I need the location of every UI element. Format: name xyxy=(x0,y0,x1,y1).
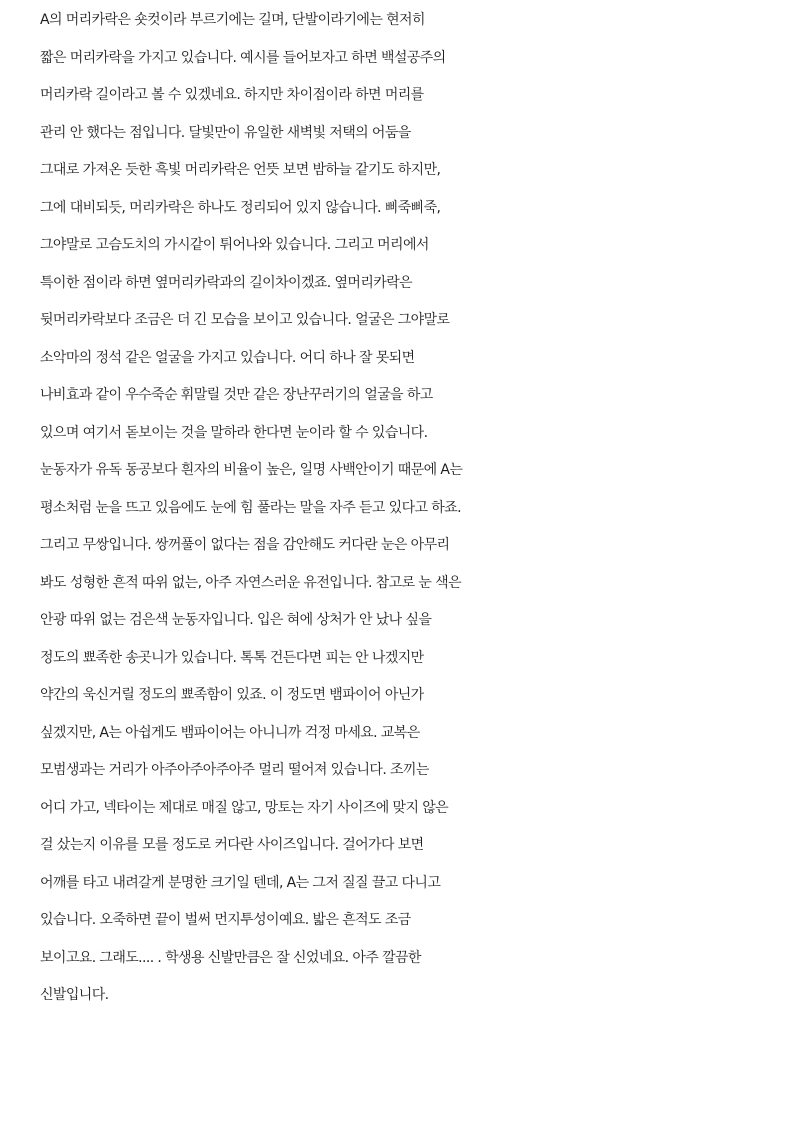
text-line: 어깨를 타고 내려갈게 분명한 크기일 텐데, A는 그저 질질 끌고 다니고 xyxy=(40,874,441,891)
text-line: 눈동자가 유독 동공보다 흰자의 비율이 높은, 일명 사백안이기 때문에 A는 xyxy=(40,462,463,478)
text-line: 짧은 머리카락을 가지고 있습니다. 예시를 들어보자고 하면 백설공주의 xyxy=(40,49,446,66)
text-line: 그야말로 고슴도치의 가시같이 튀어나와 있습니다. 그리고 머리에서 xyxy=(40,237,429,253)
text-line: 약간의 욱신거릴 정도의 뾰족함이 있죠. 이 정도면 뱀파이어 아닌가 xyxy=(40,687,424,703)
text-line: 있습니다. 오죽하면 끝이 벌써 먼지투성이예요. 밟은 흔적도 조금 xyxy=(40,912,411,928)
text-line: 싶겠지만, A는 아쉽게도 뱀파이어는 아니니까 걱정 마세요. 교복은 xyxy=(40,724,420,741)
text-line: 평소처럼 눈을 뜨고 있음에도 눈에 힘 풀라는 말을 자주 듣고 있다고 하죠. xyxy=(40,499,461,516)
text-line: 그대로 가져온 듯한 흑빛 머리카락은 언뜻 보면 밤하늘 같기도 하지만, xyxy=(40,162,441,178)
text-line: 어디 가고, 넥타이는 제대로 매질 않고, 망토는 자기 사이즈에 맞지 않은 xyxy=(40,799,449,816)
text-line: 정도의 뾰족한 송곳니가 있습니다. 톡톡 건든다면 피는 안 나겠지만 xyxy=(40,649,424,666)
text-line: 특이한 점이라 하면 옆머리카락과의 길이차이겠죠. 옆머리카락은 xyxy=(40,274,413,291)
text-line: 머리카락 길이라고 볼 수 있겠네요. 하지만 차이점이라 하면 머리를 xyxy=(40,87,424,103)
text-line: 뒷머리카락보다 조금은 더 긴 모습을 보이고 있습니다. 얼굴은 그야말로 xyxy=(40,312,450,328)
text-line: 봐도 성형한 흔적 따위 없는, 아주 자연스러운 유전입니다. 참고로 눈 색은 xyxy=(40,574,461,591)
text-line: 있으며 여기서 돋보이는 것을 말하라 한다면 눈이라 할 수 있습니다. xyxy=(40,424,428,441)
text-line: 신발입니다. xyxy=(40,987,109,1003)
text-line: 나비효과 같이 우수죽순 휘말릴 것만 같은 장난꾸러기의 얼굴을 하고 xyxy=(40,387,433,403)
text-line: 모범생과는 거리가 아주아주아주아주 멀리 떨어져 있습니다. 조끼는 xyxy=(40,762,429,778)
text-line: 소악마의 정석 같은 얼굴을 가지고 있습니다. 어디 하나 잘 못되면 xyxy=(40,349,415,366)
text-line: 그에 대비되듯, 머리카락은 하나도 정리되어 있지 않습니다. 삐죽삐죽, xyxy=(40,199,441,216)
character-description-text xyxy=(40,2,780,1015)
text-line: 걸 샀는지 이유를 모를 정도로 커다란 사이즈입니다. 걸어가다 보면 xyxy=(40,837,424,853)
text-line: A의 머리카락은 숏컷이라 부르기에는 길며, 단발이라기에는 현저히 xyxy=(40,12,425,28)
text-line: 관리 안 했다는 점입니다. 달빛만이 유일한 새벽빛 저택의 어둠을 xyxy=(40,124,411,141)
text-line: 안광 따위 없는 검은색 눈동자입니다. 입은 혀에 상처가 안 났나 싶을 xyxy=(40,612,432,628)
text-line: 보이고요. 그래도.... . 학생용 신발만큼은 잘 신었네요. 아주 깔끔한 xyxy=(40,949,421,966)
text-line: 그리고 무쌍입니다. 쌍꺼풀이 없다는 점을 감안해도 커다란 눈은 아무리 xyxy=(40,537,450,553)
